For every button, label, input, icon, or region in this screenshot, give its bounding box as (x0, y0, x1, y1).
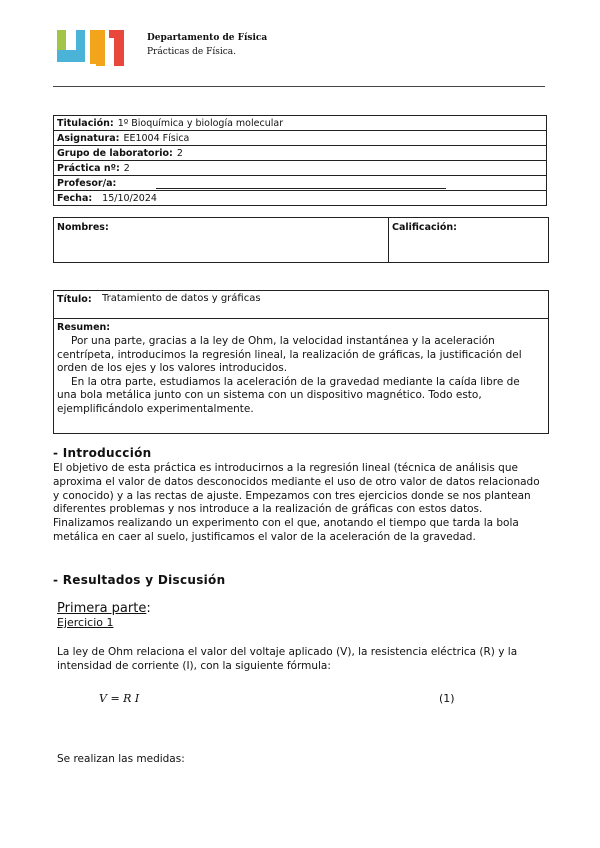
grupo-label: Grupo de laboratorio: (57, 147, 173, 159)
primera-parte-heading (57, 601, 151, 616)
profesor-label: Profesor/a: (57, 177, 117, 189)
calificacion-label: Calificación: (392, 222, 457, 233)
practica-label: Práctica nº: (57, 162, 120, 174)
intro-heading: - Introducción (53, 446, 152, 460)
resumen-text (57, 335, 541, 417)
info-row-profesor (54, 176, 547, 191)
titulacion-label: Titulación: (57, 117, 114, 129)
practica-value: 2 (123, 162, 130, 174)
primera-parte-label: Primera parte (57, 601, 147, 616)
title-summary-box (53, 290, 549, 434)
info-row-grupo (54, 146, 547, 161)
asignatura-value: EE1004 Física (123, 132, 190, 144)
ejercicio-1-heading: Ejercicio 1 (57, 616, 114, 629)
info-row-titulacion (54, 116, 547, 131)
header-divider (53, 86, 545, 87)
profesor-blank-line (156, 178, 446, 189)
resumen-label: Resumen: (57, 322, 111, 333)
fecha-label: Fecha: (57, 192, 93, 204)
asignatura-label: Asignatura: (57, 132, 120, 144)
titulo-value: Tratamiento de datos y gráficas (102, 293, 261, 304)
nombres-box (53, 217, 549, 263)
equation-number: (1) (439, 692, 455, 705)
info-table (53, 115, 547, 206)
resumen-paragraph-2: En la otra parte, estudiamos la aceleración de la gravedad mediante la caída libre de una bola metálica junto con un sistema con un dispositivo magnético. Todo esto, ejemplificándolo experimentalmente. (57, 375, 520, 415)
nombres-label: Nombres: (57, 222, 109, 233)
ohm-formula: V = R I (99, 692, 140, 705)
info-row-practica (54, 161, 547, 176)
resumen-paragraph-1: Por una parte, gracias a la ley de Ohm, la velocidad instantánea y la aceleración centrípeta, introducimos la regresión lineal, la realización de gráficas, la justificación del orden de los ejes y los valores introducidos. (57, 335, 522, 375)
department-header (147, 31, 267, 59)
intro-paragraph: El objetivo de esta práctica es introducirnos a la regresión lineal (técnica de análisis que aproxima el valor de datos desconocidos mediante el uso de otro valor de datos relacionado y conocido) y a las rectas de ajuste. Empezamos con tres ejercicios donde se nos plantean diferentes problemas y nos introduce a la realización de gráficas con estos datos. Finalizamos realizando un experimento con el que, anotando el tiempo que tarda la bola metálica en caer al suelo, justificamos el valor de la aceleración de la gravedad. (53, 462, 540, 543)
medidas-paragraph: Se realizan las medidas: (57, 753, 185, 765)
department-name: Departamento de Física (147, 33, 268, 43)
results-heading: - Resultados y Discusión (53, 573, 226, 587)
practicas-label: Prácticas de Física. (147, 47, 236, 57)
titulo-label: Título: (57, 294, 92, 305)
fecha-value: 15/10/2024 (102, 192, 157, 204)
ohm-paragraph: La ley de Ohm relaciona el valor del voltaje aplicado (V), la resistencia eléctrica (R) y la intensidad de corriente (I), con la siguiente fórmula: (57, 646, 518, 672)
box-separator (388, 218, 389, 262)
titulacion-value: 1º Bioquímica y biología molecular (117, 117, 284, 129)
primera-parte-colon: : (146, 601, 151, 616)
info-row-fecha (54, 191, 547, 206)
title-row (54, 291, 548, 319)
uji-logo (57, 30, 129, 66)
info-row-asignatura (54, 131, 547, 146)
grupo-value: 2 (176, 147, 183, 159)
